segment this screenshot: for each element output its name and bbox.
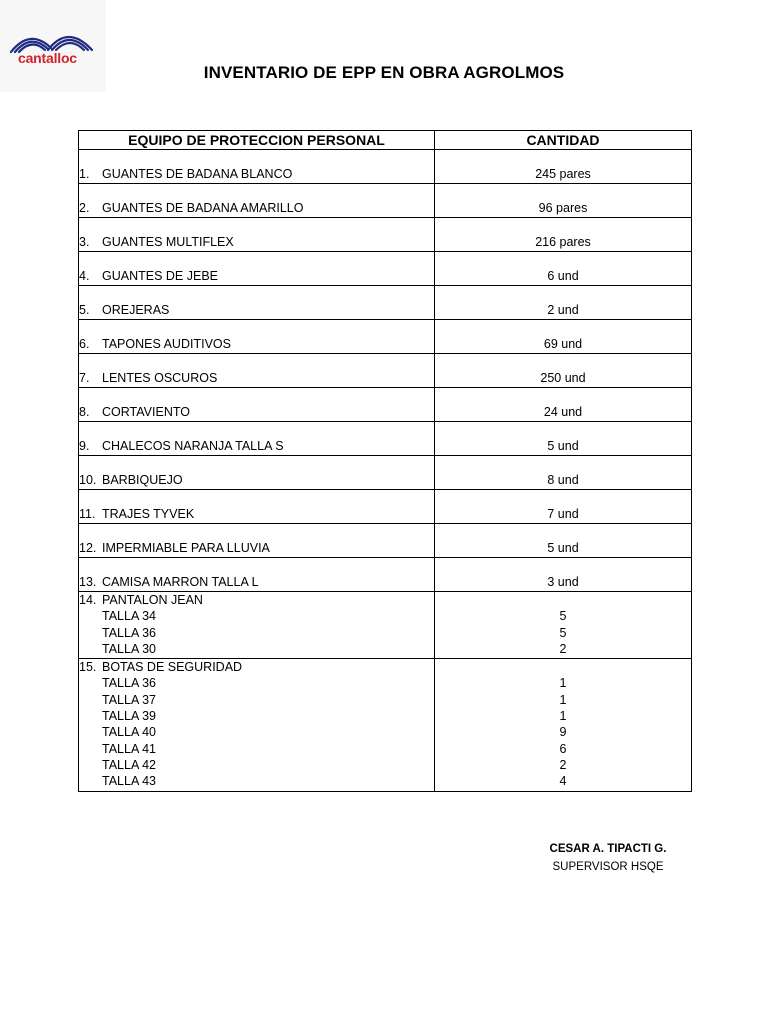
table-row (79, 388, 692, 422)
item-cell (79, 422, 435, 456)
quantity-value: 69 und (543, 336, 583, 351)
quantity-value: 250 und (540, 370, 586, 385)
item-line (79, 166, 434, 182)
item-name: TRAJES TYVEK (102, 506, 195, 521)
quantity-value: 96 pares (538, 200, 588, 215)
item-cell (79, 320, 435, 354)
item-number: 12. (79, 540, 97, 555)
size-quantity: 4 (559, 774, 567, 789)
quantity-value: 5 und (547, 438, 579, 453)
table-row (79, 422, 692, 456)
quantity-spacer (435, 659, 691, 675)
table-row (79, 320, 692, 354)
item-cell (79, 252, 435, 286)
item-line (79, 302, 434, 318)
item-number: 15. (79, 660, 97, 675)
item-number: 11. (79, 506, 96, 521)
header-equipment: EQUIPO DE PROTECCION PERSONAL (79, 131, 435, 150)
item-number: 14. (79, 593, 97, 607)
inventory-table-body (79, 150, 692, 792)
quantity-value: 2 und (547, 302, 579, 317)
quantity-cell (435, 456, 692, 490)
item-name: CHALECOS NARANJA TALLA S (102, 438, 284, 453)
item-line (79, 574, 434, 590)
size-quantity: 5 (559, 609, 567, 624)
item-line (79, 404, 434, 420)
item-cell (79, 659, 435, 791)
item-cell (79, 524, 435, 558)
item-cell (79, 558, 435, 592)
item-line (79, 336, 434, 352)
size-quantity: 9 (559, 725, 567, 740)
size-label: TALLA 30 (102, 641, 156, 656)
item-line (79, 370, 434, 386)
item-number: 8. (79, 404, 90, 419)
item-name: TAPONES AUDITIVOS (102, 336, 231, 351)
item-name: GUANTES DE BADANA BLANCO (102, 166, 293, 181)
inventory-table (78, 130, 692, 792)
quantity-cell (435, 524, 692, 558)
item-number: 10. (79, 472, 97, 487)
size-quantity: 2 (559, 757, 567, 772)
item-name: GUANTES DE BADANA AMARILLO (102, 200, 304, 215)
item-cell (79, 388, 435, 422)
item-number: 13. (79, 574, 97, 589)
quantity-spacer (435, 592, 691, 608)
logo-text: cantalloc (18, 50, 77, 66)
quantity-value: 3 und (547, 574, 579, 589)
item-name: CORTAVIENTO (102, 404, 190, 419)
quantity-cell (435, 184, 692, 218)
table-row (79, 456, 692, 490)
size-quantity: 5 (559, 625, 567, 640)
item-cell (79, 490, 435, 524)
item-cell (79, 150, 435, 184)
header-quantity: CANTIDAD (435, 131, 692, 150)
table-row (79, 354, 692, 388)
item-line (79, 592, 434, 608)
item-number: 1. (79, 166, 90, 181)
item-name: PANTALON JEAN (102, 593, 203, 607)
item-number: 6. (79, 336, 90, 351)
item-cell (79, 592, 435, 659)
table-header-row (79, 131, 692, 150)
quantity-value: 8 und (547, 472, 579, 487)
size-label: TALLA 36 (102, 676, 156, 691)
item-number: 2. (79, 200, 90, 215)
quantity-cell (435, 218, 692, 252)
table-row (79, 592, 692, 659)
quantity-value: 5 und (547, 540, 579, 555)
size-label: TALLA 41 (102, 741, 156, 756)
quantity-cell (435, 422, 692, 456)
quantity-cell (435, 252, 692, 286)
quantity-cell (435, 150, 692, 184)
table-row (79, 558, 692, 592)
size-label: TALLA 40 (102, 725, 156, 740)
quantity-value: 6 und (547, 268, 579, 283)
quantity-cell (435, 320, 692, 354)
item-line (79, 234, 434, 250)
quantity-cell (435, 388, 692, 422)
signature-role: SUPERVISOR HSQE (552, 861, 664, 873)
document-title: INVENTARIO DE EPP EN OBRA AGROLMOS (203, 63, 565, 82)
item-number: 9. (79, 438, 90, 453)
size-quantity: 1 (559, 709, 567, 724)
table-row (79, 490, 692, 524)
quantity-cell (435, 490, 692, 524)
item-name: GUANTES MULTIFLEX (102, 234, 234, 249)
item-line (79, 200, 434, 216)
table-row (79, 252, 692, 286)
item-number: 7. (79, 370, 90, 385)
item-name: BOTAS DE SEGURIDAD (102, 660, 243, 675)
size-label: TALLA 34 (102, 609, 156, 624)
quantity-cell (435, 286, 692, 320)
table-row (79, 218, 692, 252)
item-cell (79, 184, 435, 218)
size-quantity: 6 (559, 741, 567, 756)
quantity-value: 7 und (547, 506, 579, 521)
size-label: TALLA 42 (102, 757, 156, 772)
size-label: TALLA 39 (102, 709, 156, 724)
item-cell (79, 354, 435, 388)
item-cell (79, 286, 435, 320)
size-quantity: 1 (559, 692, 567, 707)
item-name: BARBIQUEJO (102, 472, 183, 487)
quantity-value: 245 pares (535, 166, 591, 181)
item-number: 5. (79, 302, 90, 317)
size-label: TALLA 36 (102, 625, 156, 640)
size-label: TALLA 37 (102, 692, 156, 707)
item-name: GUANTES DE JEBE (102, 268, 218, 283)
item-line (79, 540, 434, 556)
signature-name: CESAR A. TIPACTI G. (549, 843, 667, 855)
item-name: LENTES OSCUROS (102, 370, 218, 385)
quantity-value: 24 und (543, 404, 583, 419)
table-row (79, 524, 692, 558)
quantity-cell (435, 659, 692, 791)
table-row (79, 659, 692, 791)
table-row (79, 184, 692, 218)
item-line (79, 659, 434, 675)
item-line (79, 506, 434, 522)
quantity-value: 216 pares (535, 234, 591, 249)
item-number: 4. (79, 268, 90, 283)
item-name: IMPERMIABLE PARA LLUVIA (102, 540, 270, 555)
quantity-cell (435, 354, 692, 388)
item-cell (79, 218, 435, 252)
item-cell (79, 456, 435, 490)
quantity-cell (435, 558, 692, 592)
size-quantity: 2 (559, 641, 567, 656)
size-label: TALLA 43 (102, 774, 156, 789)
item-line (79, 438, 434, 454)
item-name: CAMISA MARRON TALLA L (102, 574, 259, 589)
size-quantity: 1 (559, 676, 567, 691)
item-name: OREJERAS (102, 302, 170, 317)
item-line (79, 472, 434, 488)
quantity-cell (435, 592, 692, 659)
item-line (79, 268, 434, 284)
table-row (79, 286, 692, 320)
table-row (79, 150, 692, 184)
item-number: 3. (79, 234, 90, 249)
